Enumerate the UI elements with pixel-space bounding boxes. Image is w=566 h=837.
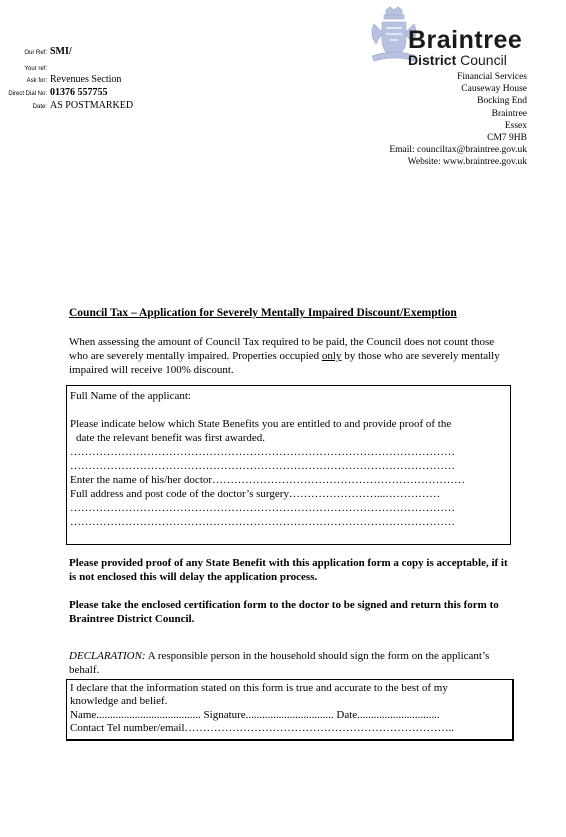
address-line: Essex: [504, 120, 527, 131]
doctor-address-line-1[interactable]: ……………………………………………………………………………………………: [70, 502, 455, 514]
ask-for-row: [0, 74, 140, 85]
doctor-name-field[interactable]: Enter the name of his/her doctor……………………………………………………………: [70, 474, 466, 486]
doctor-address-line-2[interactable]: ……………………………………………………………………………………………: [70, 516, 455, 528]
our-ref-label: Our Ref:: [24, 50, 47, 56]
date-row: [0, 100, 140, 111]
doctor-address-field[interactable]: Full address and post code of the doctor’s surgery……………………...……………: [70, 488, 441, 500]
benefits-instruction-2: date the relevant benefit was first awarded.: [76, 432, 266, 444]
direct-dial-label: Direct Dial No:: [8, 91, 47, 97]
address-line: Causeway House: [461, 84, 527, 95]
logo-sub-bold: District: [408, 52, 457, 68]
proof-note: Please provided proof of any State Benefit with this application form a copy is acceptable, if it is not enclosed this will delay the application process.: [69, 557, 508, 583]
benefits-instruction-1: Please indicate below which State Benefits you are entitled to and provide proof of the: [70, 418, 452, 430]
address-line: Bocking End: [477, 96, 527, 107]
date-label: Date:: [32, 104, 47, 110]
signature-box: [66, 679, 514, 741]
website-line: Website: www.braintree.gov.uk: [407, 157, 527, 168]
declaration-statement-2: knowledge and belief.: [70, 695, 168, 707]
intro-part2: by those who are severely mentally impaired will receive 100% discount.: [69, 350, 500, 376]
logo-subtitle: [408, 53, 507, 67]
address-line: CM7 9HB: [487, 133, 527, 144]
certification-note: Please take the enclosed certification form to the doctor to be signed and return this form to Braintree District Council.: [69, 599, 499, 625]
logo-sub-rest: Council: [456, 52, 507, 68]
email-line: Email: counciltax@braintree.gov.uk: [389, 145, 527, 156]
address-line: Financial Services: [457, 72, 527, 82]
logo-name: Braintree: [408, 26, 523, 54]
council-address: [389, 71, 527, 169]
name-signature-date-fields[interactable]: Name...................................... Signature................................ Date..............................: [70, 709, 440, 721]
declaration-statement-1: I declare that the information stated on this form is true and accurate to the best of my: [70, 682, 448, 694]
direct-dial-row: [0, 87, 140, 98]
our-ref-value: SMI/: [50, 46, 72, 57]
direct-dial-value: 01376 557755: [50, 87, 108, 98]
our-ref-row: [0, 46, 140, 57]
form-title: Council Tax – Application for Severely Mentally Impaired Discount/Exemption: [69, 307, 457, 319]
address-line: Braintree: [491, 108, 527, 119]
benefits-line-1[interactable]: ……………………………………………………………………………………………: [70, 446, 455, 458]
your-ref-label: Your ref:: [24, 66, 47, 72]
applicant-details-box: [66, 385, 511, 545]
declaration-heading: DECLARATION:: [69, 650, 146, 662]
declaration-text: A responsible person in the household should sign the form on the applicant’s behalf.: [69, 650, 490, 676]
date-value: AS POSTMARKED: [50, 100, 134, 111]
ask-for-label: Ask for:: [26, 78, 47, 84]
ask-for-value: Revenues Section: [50, 74, 122, 85]
declaration-paragraph: [69, 649, 509, 677]
your-ref-row: [0, 62, 140, 73]
intro-part1: When assessing the amount of Council Tax required to be paid, the Council does not count those who are severely mentally impaired. Properties occupied: [69, 336, 495, 362]
intro-paragraph: [69, 335, 509, 377]
full-name-field[interactable]: Full Name of the applicant:: [70, 390, 191, 402]
council-logo: [368, 6, 538, 66]
contact-field[interactable]: Contact Tel number/email………………………………………………………………..: [70, 722, 454, 734]
intro-only: only: [321, 350, 342, 362]
benefits-line-2[interactable]: ……………………………………………………………………………………………: [70, 460, 455, 472]
